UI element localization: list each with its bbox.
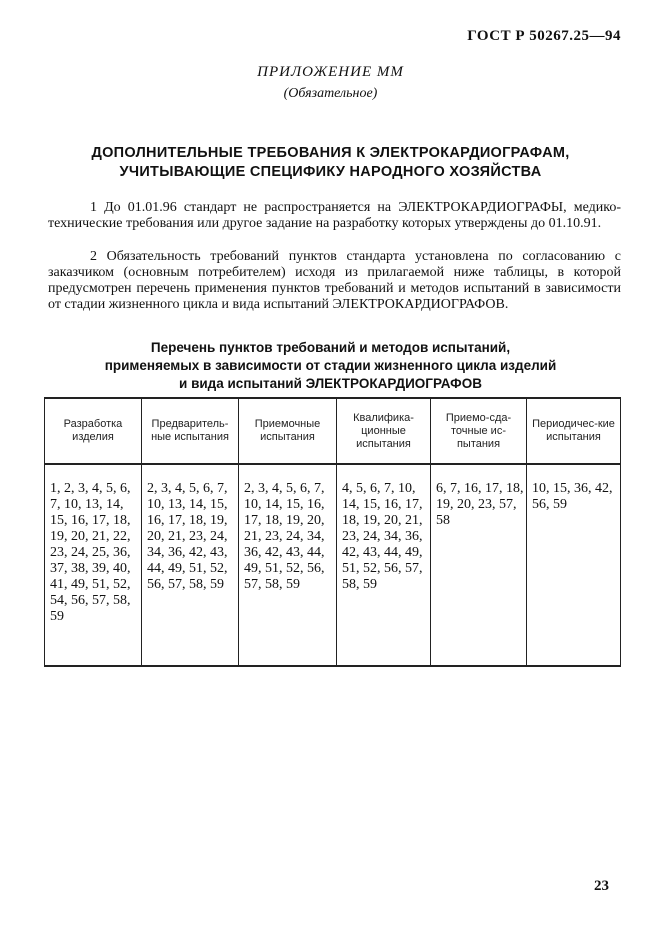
appendix-status: (Обязательное): [283, 86, 378, 101]
paragraph-2-text: 2 Обязательность требований пунктов стандарта установлена по согласованию с заказчиком (основным потребителем) исходя из прилагаемой ниже таблицы, в которой предусмотрен перечень применения пунктов требований и методов испытаний в зависимости от стадии жизненного цикла и вида испытаний ЭЛЕКТРОКАРДИОГРАФОВ.: [48, 249, 621, 312]
table-caption-line2: применяемых в зависимости от стадии жизненного цикла изделий: [104, 358, 557, 373]
section-heading-line1: ДОПОЛНИТЕЛЬНЫЕ ТРЕБОВАНИЯ К ЭЛЕКТРОКАРДИОГРАФАМ,: [91, 145, 570, 161]
section-heading: [0, 144, 661, 182]
cell-acceptance: 2, 3, 4, 5, 6, 7, 10, 14, 15, 16, 17, 18, 19, 20, 21, 23, 24, 34, 36, 42, 43, 44, 49, 51, 52, 56, 57, 58, 59: [239, 464, 337, 666]
table-header-row: [45, 398, 621, 464]
column-header-acceptance: Приемочные испытания: [239, 398, 337, 464]
cell-delivery: 6, 7, 16, 17, 18, 19, 20, 23, 57, 58: [431, 464, 527, 666]
column-header-preliminary: Предваритель-ные испытания: [142, 398, 239, 464]
paragraph-1-text: 1 До 01.01.96 стандарт не распространяется на ЭЛЕКТРОКАРДИОГРАФЫ, медико-технические требования или другое задание на разработку которых утверждены до 01.10.91.: [48, 200, 621, 231]
paragraph-2: [48, 249, 621, 313]
cell-qualification: 4, 5, 6, 7, 10, 14, 15, 16, 17, 18, 19, 20, 21, 23, 24, 34, 36, 42, 43, 44, 49, 51, 52, 56, 57, 58, 59: [337, 464, 431, 666]
column-header-qualification: Квалифика-ционные испытания: [337, 398, 431, 464]
table-caption: [0, 339, 661, 393]
section-heading-line2: УЧИТЫВАЮЩИЕ СПЕЦИФИКУ НАРОДНОГО ХОЗЯЙСТВА: [119, 164, 542, 180]
table-row: [45, 464, 621, 666]
column-header-development: Разработка изделия: [45, 398, 142, 464]
table-caption-line3: и вида испытаний ЭЛЕКТРОКАРДИОГРАФОВ: [179, 376, 482, 391]
appendix-title: ПРИЛОЖЕНИЕ ММ: [257, 64, 404, 80]
table-caption-line1: Перечень пунктов требований и методов испытаний,: [150, 340, 511, 355]
page-number: 23: [594, 878, 609, 894]
column-header-periodic: Периодичес-кие испытания: [527, 398, 621, 464]
cell-periodic: 10, 15, 36, 42, 56, 59: [527, 464, 621, 666]
requirements-table: [44, 397, 621, 667]
paragraph-1: [48, 200, 621, 232]
cell-preliminary: 2, 3, 4, 5, 6, 7, 10, 13, 14, 15, 16, 17, 18, 19, 20, 21, 23, 24, 34, 36, 42, 43, 44, 49, 51, 52, 56, 57, 58, 59: [142, 464, 239, 666]
column-header-delivery: Приемо-сда-точные ис-пытания: [431, 398, 527, 464]
standard-number: ГОСТ Р 50267.25—94: [467, 28, 621, 44]
cell-development: 1, 2, 3, 4, 5, 6, 7, 10, 13, 14, 15, 16, 17, 18, 19, 20, 21, 22, 23, 24, 25, 36, 37, 38, 39, 40, 41, 49, 51, 52, 54, 56, 57, 58, 59: [45, 464, 142, 666]
